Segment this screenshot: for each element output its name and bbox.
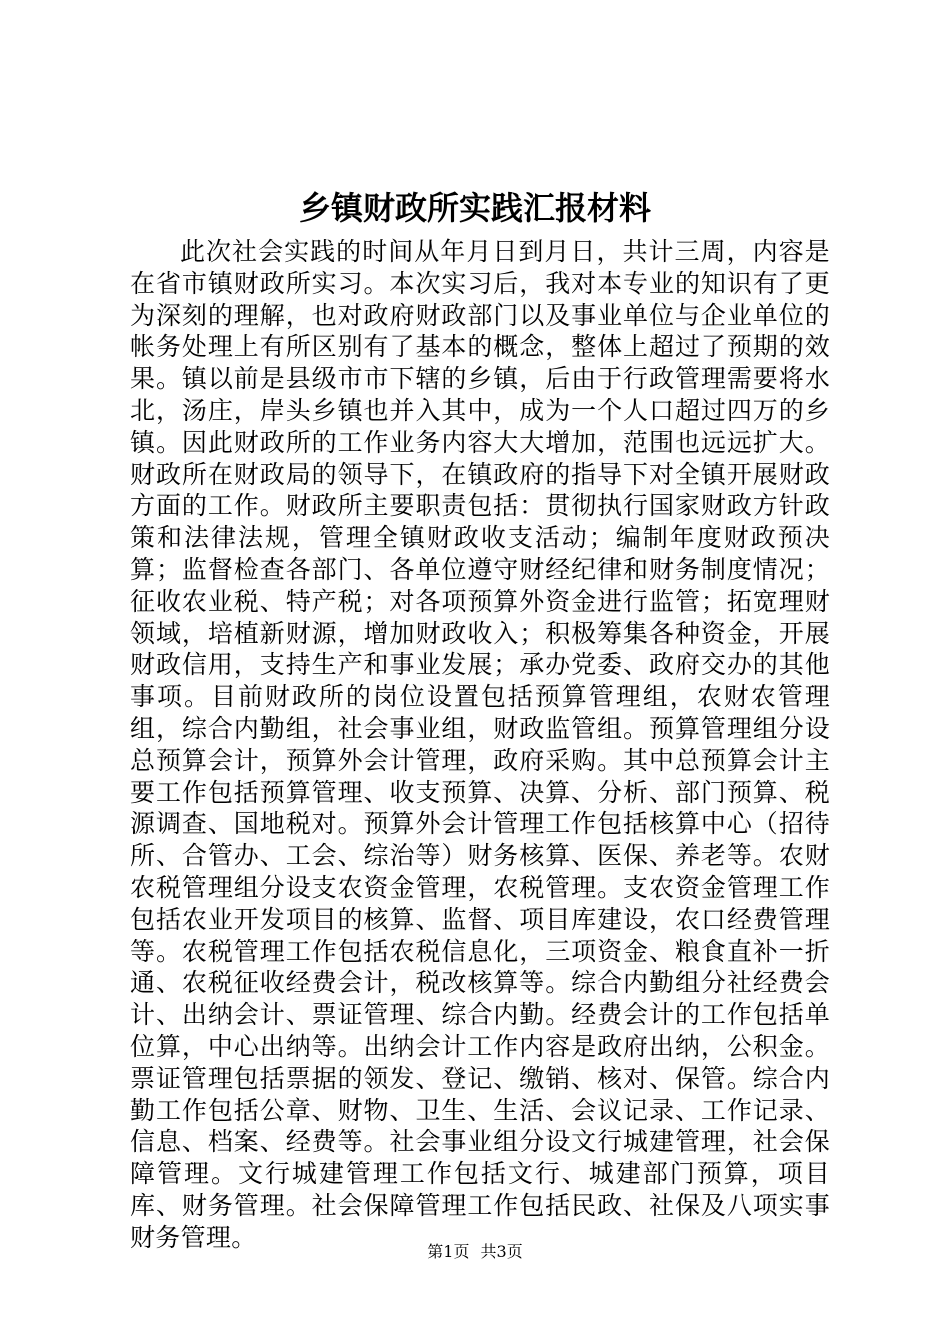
page-footer: [0, 1240, 950, 1264]
page-number: 第1页: [427, 1242, 470, 1261]
document-title: 乡镇财政所实践汇报材料: [298, 189, 651, 227]
document-body-paragraph: 此次社会实践的时间从年月日到月日，共计三周，内容是在省市镇财政所实习。本次实习后，我对本专业的知识有了更为深刻的理解，也对政府财政部门以及事业单位与企业单位的帐务处理上有所区别有了基本的概念，整体上超过了预期的效果。镇以前是县级市市下辖的乡镇，后由于行政管理需要将水北，汤庄，岸头乡镇也并入其中，成为一个人口超过四万的乡镇。因此财政所的工作业务内容大大增加，范围也远远扩大。财政所在财政局的领导下，在镇政府的指导下对全镇开展财政方面的工作。财政所主要职责包括：贯彻执行国家财政方针政策和法律法规，管理全镇财政收支活动；编制年度财政预决算；监督检查各部门、各单位遵守财经纪律和财务制度情况；征收农业税、特产税；对各项预算外资金进行监管；拓宽理财领域，培植新财源，增加财政收入；积极筹集各种资金，开展财政信用，支持生产和事业发展；承办党委、政府交办的其他事项。目前财政所的岗位设置包括预算管理组，农财农管理组，综合内勤组，社会事业组，财政监管组。预算管理组分设总预算会计，预算外会计管理，政府采购。其中总预算会计主要工作包括预算管理、收支预算、决算、分析、部门预算、税源调查、国地税对。预算外会计管理工作包括核算中心（招待所、合管办、工会、综治等）财务核算、医保、养老等。农财农税管理组分设支农资金管理，农税管理。支农资金管理工作包括农业开发项目的核算、监督、项目库建设，农口经费管理等。农税管理工作包括农税信息化，三项资金、粮食直补一折通、农税征收经费会计，税改核算等。综合内勤组分社经费会计、出纳会计、票证管理、综合内勤。经费会计的工作包括单位算，中心出纳等。出纳会计工作内容是政府出纳，公积金。票证管理包括票据的领发、登记、缴销、核对、保管。综合内勤工作包括公章、财物、卫生、生活、会议记录、工作记录、信息、档案、经费等。社会事业组分设文行城建管理，社会保障管理。文行城建管理工作包括文行、城建部门预算，项目库、财务管理。社会保障管理工作包括民政、社保及八项实事财务管理。: [130, 237, 830, 1252]
page-total: 共3页: [480, 1242, 523, 1261]
